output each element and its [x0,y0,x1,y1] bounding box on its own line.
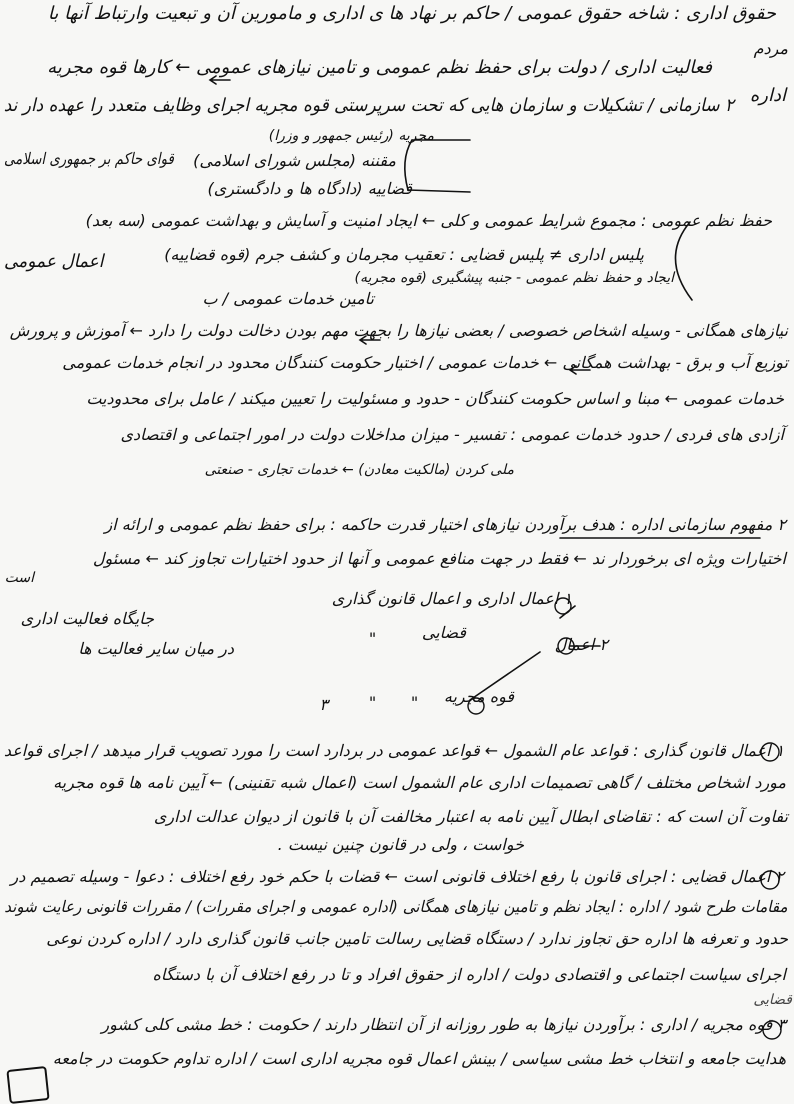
ditto-mark-1: " [368,629,376,648]
item-marker-1 [555,598,571,614]
powers-title: قوای حاکم بر جمهوری اسلامی [4,149,174,168]
placement-title: جایگاه فعالیت اداری [20,609,154,628]
public-services: تامین خدمات عمومی / ب [202,289,374,308]
placement-item-2-value: قضایی [421,623,466,642]
power-executive: مجریه (رئیس جمهور و وزرا) [268,128,434,144]
power-legislative: مقننه (مجلس شورای اسلامی) [193,151,396,170]
police-prevention: ایجاد و حفظ نظم عمومی - جنبه پیشگیری (قوه مجریه) [354,270,674,286]
executive-acts-p9: ۳ قوه مجریه / اداری : برآوردن نیازها به طور روزانه از آن انتظار دارند / حکومت : خط مشی کلی کشور [101,1015,786,1034]
legislative-acts-p3: تفاوت آن است که : تقاضای ابطال آیین نامه به اعتبار مخالفت آن با قانون از دیوان عدالت اداری [153,807,788,826]
section2-line-1: ۲ مفهوم سازمانی اداره : هدف برآوردن نیازهای اختیار قدرت حاکمه : برای حفظ نظم عمومی و ارائه از [104,515,786,534]
para-marker-1 [761,743,779,761]
power-judicial: قضاییه (دادگاه ها و دادگستری) [207,179,412,198]
judicial-acts-p7: حدود و تعرفه ها اداره حق تجاوز ندارد / دستگاه قضایی رسالت تامین جانب قانون گذاری دارد / اداره کردن نوعی [46,929,788,948]
public-order-definition: حفظ نظم عمومی : مجموع شرایط عمومی و کلی ← ایجاد امنیت و آسایش و بهداشت عمومی (سه بعد) [85,211,772,230]
page-corner-mark [6,1066,49,1104]
placement-item-1: ۱ اعمال اداری و اعمال قانون گذاری [331,589,572,608]
definition-organizational: ۲ سازمانی / تشکیلات و سازمان هایی که تحت سرپرستی قوه مجریه اجرای وظایف متعدد را عهده دار ند [3,95,734,116]
legislative-acts-p1: ۱ اعمال قانون گذاری : قواعد عام الشمول ← قواعد عمومی در بردارد است را مورد تصویب قرار میدهد / اجرای قواعد [3,741,784,760]
section2-line-2-end: است [4,570,34,586]
para-marker-2 [761,871,779,889]
police-administrative: پلیس اداری ≠ پلیس قضایی : تعقیب مجرمان و کشف جرم (قوه قضاییه) [164,245,644,264]
judicial-acts-p5: ۲ اعمال قضایی : اجرای قانون با رفع اختلاف قانونی است ← قضات با حکم خود رفع اختلاف : دعوا - وسیله تصمیم در [10,867,784,886]
needs-line-5: ملی کردن (مالکیت معادن) ← خدمات تجاری - صنعتی [204,462,514,478]
ditto-mark-2: " [368,693,376,712]
executive-acts-p10: هدایت جامعه و انتخاب خط مشی سیاسی / بینش اعمال قوه مجریه اداری است / اداره تداوم حکومت در جامعه [52,1049,786,1068]
margin-note: قضایی [753,992,792,1008]
ditto-mark-3: " [410,693,418,712]
placement-branch-bottom [470,652,540,700]
needs-line-4: آزادی های فردی / حدود خدمات عمومی : تفسیر - میزان مداخلات دولت در امور اجتماعی و اقتصادی [120,425,784,444]
powers-bracket [405,140,412,190]
placement-item-3-num: ۳ [319,695,328,714]
public-acts-bracket [675,222,692,300]
public-acts-title: اعمال عمومی [4,251,104,272]
para-marker-3 [763,1021,781,1039]
judicial-acts-p6: مقامات طرح شود / اداره : ایجاد نظم و تامین نیازهای همگانی (اداره عمومی و اجرای مقررات) / مقررات قانونی رعایت شوند [4,897,788,916]
needs-line-1: نیازهای همگانی - وسیله اشخاص خصوصی / بعضی نیازها را بجهت مهم بودن دخالت دولت را دارد ← آموزش و پرورش [9,321,788,340]
header-line: حقوق اداری : شاخه حقوق عمومی / حاکم بر نهاد ها ی اداری و مامورین آن و تبعیت وارتباط آنها با [47,3,776,24]
placement-subtitle: در میان سایر فعالیت ها [78,639,234,658]
legislative-acts-p4: خواست ، ولی در قانون چنین نیست . [277,835,524,854]
placement-item-2-label: ۲ اعمال [554,635,608,654]
needs-line-3: خدمات عمومی ← مبنا و اساس حکومت کنندگان - حدود و مسئولیت را تعیین میکند / عامل برای محدودیت [86,389,784,408]
judicial-acts-p8: اجرای سیاست اجتماعی و اقتصادی دولت / اداره از حقوق افراد و تا در رفع اختلاف آن با دستگاه [152,965,786,984]
idareh-label: اداره [749,85,786,106]
placement-item-3-value: قوه مجریه [443,687,514,706]
legislative-acts-p2: مورد اشخاص مختلف / گاهی تصمیمات اداری عام الشمول است (اعمال شبه تقنینی) ← آیین نامه ها قوه مجریه [53,773,786,792]
section2-line-2: اختیارات ویژه ای برخوردار ند ← فقط در جهت منافع عمومی و آنها از حدود اختیارات تجاوز کند ← مسئول [92,549,786,568]
item-marker-3 [468,698,484,714]
needs-line-2: توزیع آب و برق - بهداشت همگانی ← خدمات عمومی / اختیار حکومت کنندگان محدود در انجام خدمات عمومی [62,353,788,372]
definition-functional: فعالیت اداری / دولت برای حفظ نظم عمومی و تامین نیازهای عمومی ← کارها قوه مجریه [47,57,712,78]
header-continuation: مردم [753,39,788,58]
